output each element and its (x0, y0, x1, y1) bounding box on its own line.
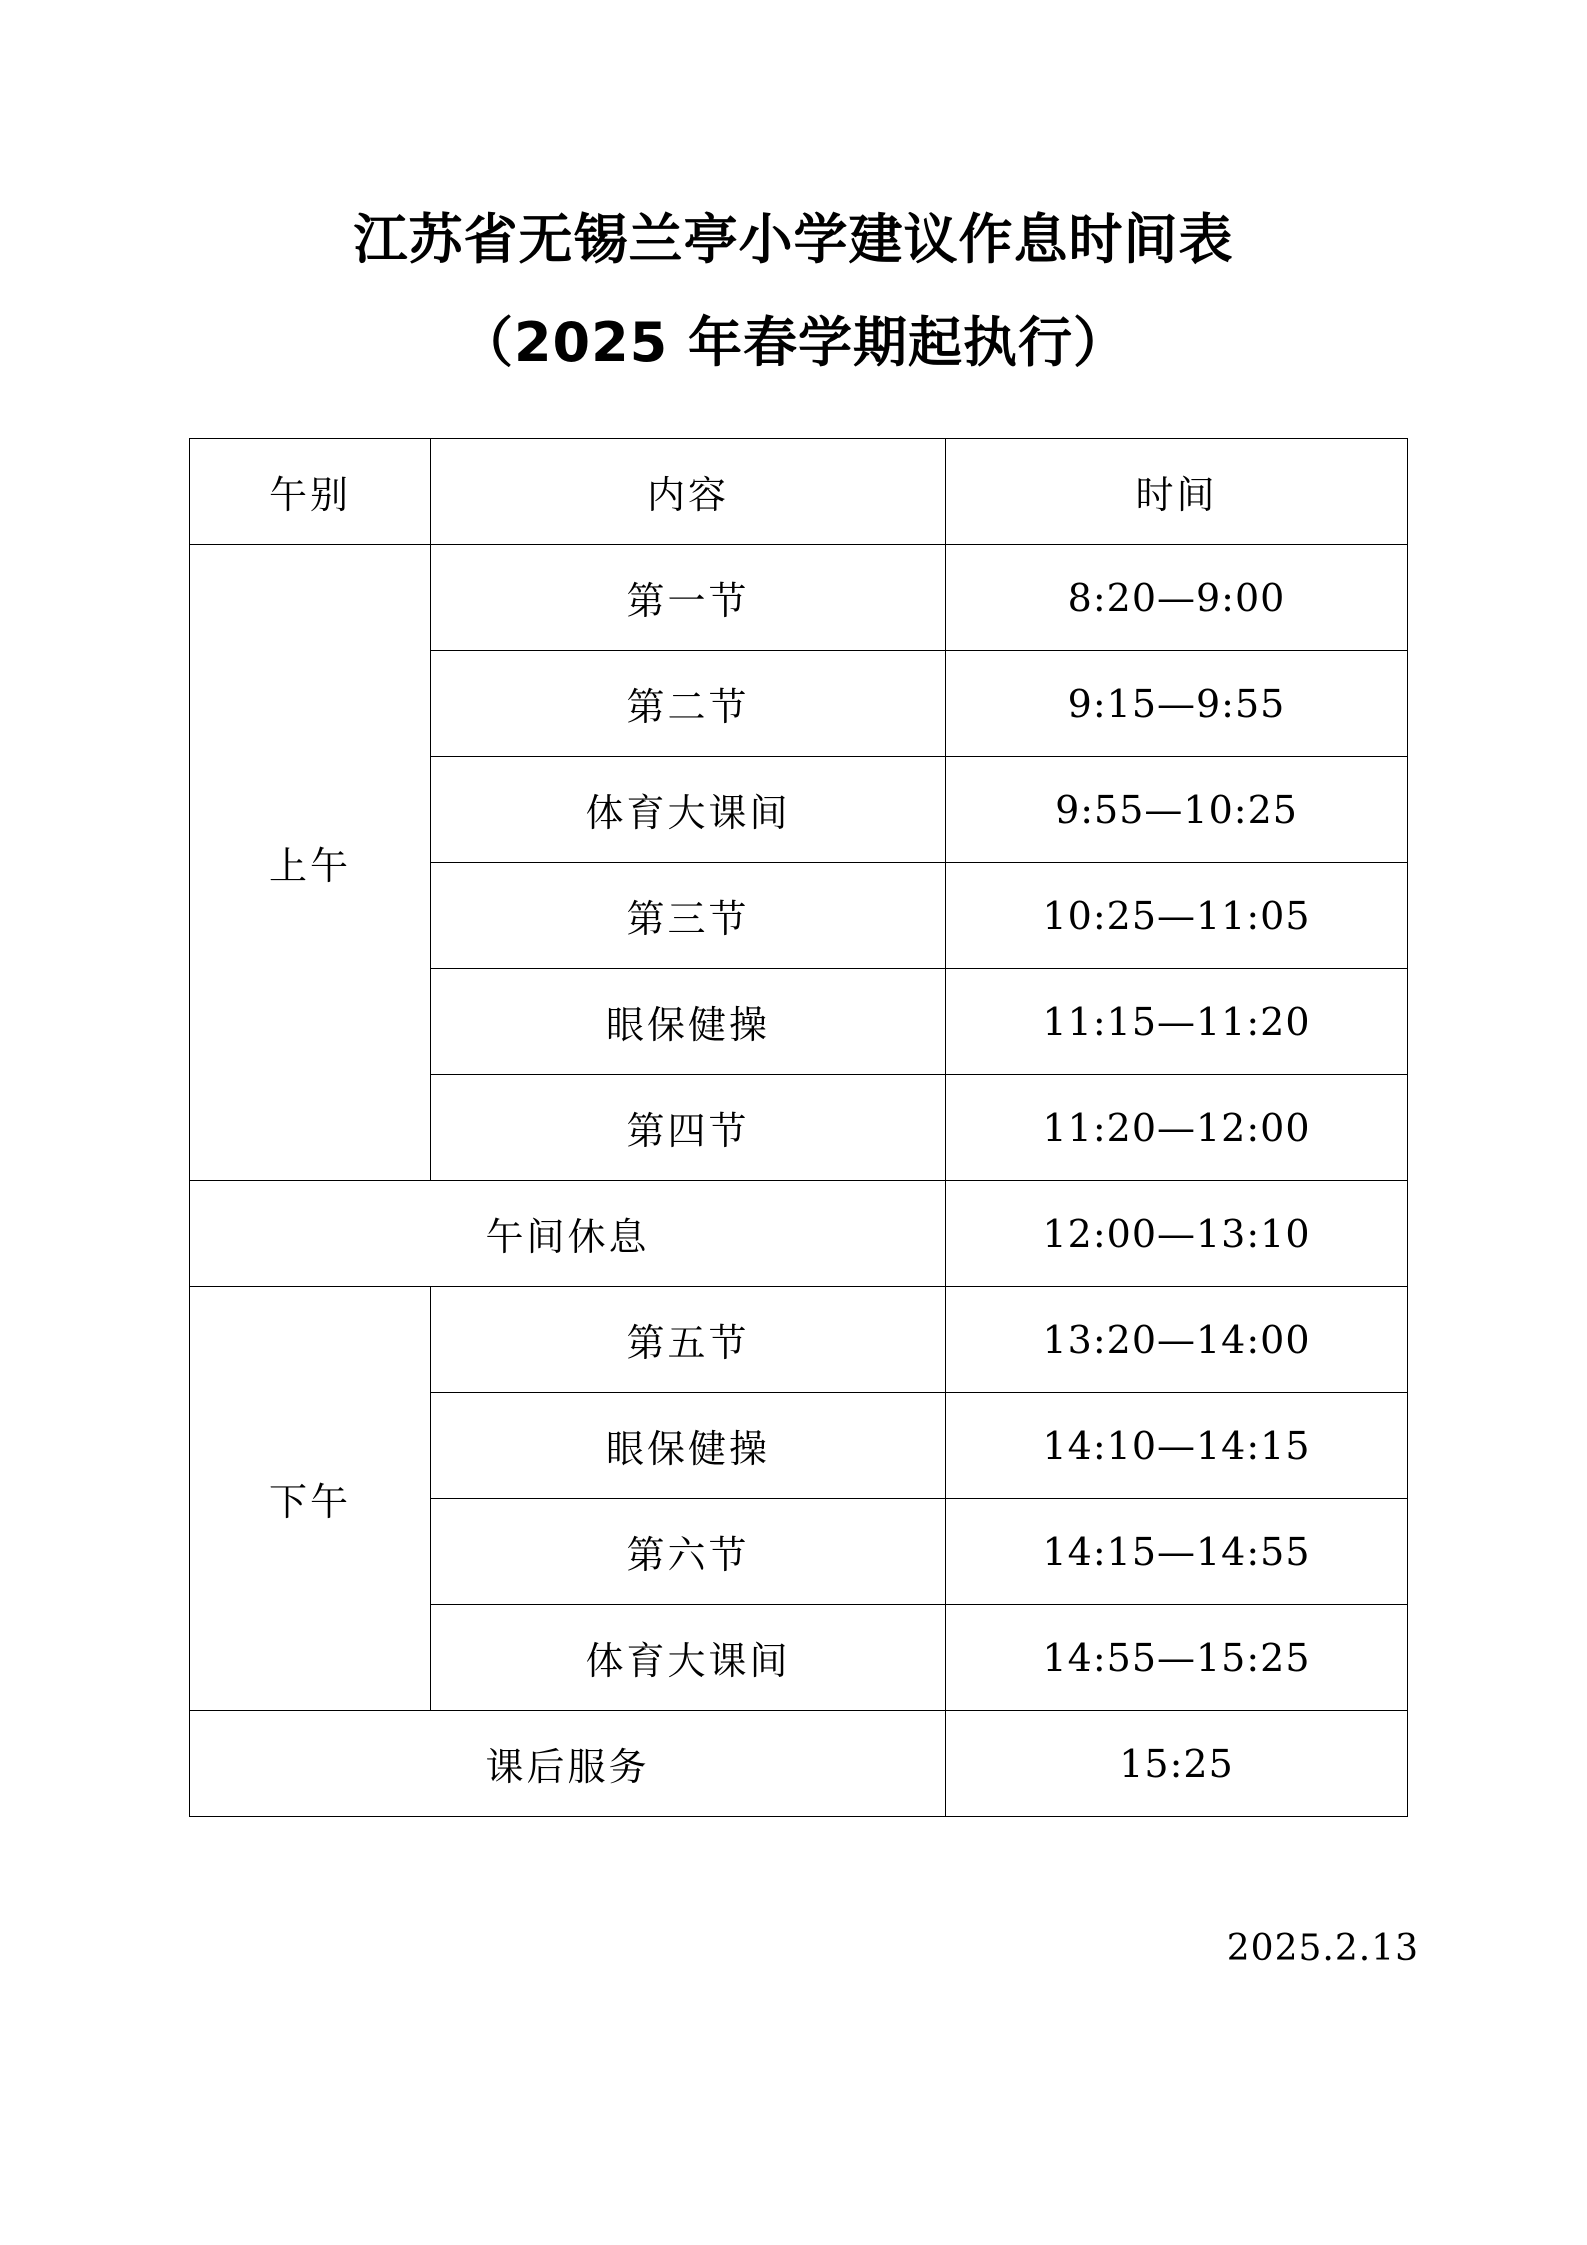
content-cell-noon-break: 午间休息 (190, 1181, 946, 1287)
time-cell: 11:20—12:00 (946, 1075, 1408, 1181)
content-cell: 第五节 (431, 1287, 946, 1393)
table-row (190, 545, 1408, 651)
document-title: 江苏省无锡兰亭小学建议作息时间表 (353, 208, 1234, 271)
document-subtitle: （2025 年春学期起执行） (458, 311, 1129, 374)
noon-row (190, 1181, 1408, 1287)
period-afternoon: 下午 (190, 1287, 431, 1711)
content-cell: 第四节 (431, 1075, 946, 1181)
table-row (190, 1287, 1408, 1393)
content-cell: 体育大课间 (431, 1605, 946, 1711)
time-cell: 10:25—11:05 (946, 863, 1408, 969)
time-cell: 15:25 (946, 1711, 1408, 1817)
time-cell: 9:55—10:25 (946, 757, 1408, 863)
content-cell-after-school: 课后服务 (190, 1711, 946, 1817)
content-cell: 眼保健操 (431, 1393, 946, 1499)
content-cell: 第一节 (431, 545, 946, 651)
after-school-row (190, 1711, 1408, 1817)
time-cell: 12:00—13:10 (946, 1181, 1408, 1287)
time-cell: 14:10—14:15 (946, 1393, 1408, 1499)
time-cell: 11:15—11:20 (946, 969, 1408, 1075)
header-content: 内容 (431, 439, 946, 545)
content-cell: 第三节 (431, 863, 946, 969)
header-row (190, 439, 1408, 545)
content-cell: 第六节 (431, 1499, 946, 1605)
content-cell: 体育大课间 (431, 757, 946, 863)
time-cell: 13:20—14:00 (946, 1287, 1408, 1393)
document-date: 2025.2.13 (1226, 1928, 1419, 1969)
content-cell: 眼保健操 (431, 969, 946, 1075)
content-cell: 第二节 (431, 651, 946, 757)
time-cell: 14:55—15:25 (946, 1605, 1408, 1711)
header-time: 时间 (946, 439, 1408, 545)
time-cell: 14:15—14:55 (946, 1499, 1408, 1605)
time-cell: 9:15—9:55 (946, 651, 1408, 757)
time-cell: 8:20—9:00 (946, 545, 1408, 651)
schedule-table (189, 438, 1408, 1817)
header-period: 午别 (190, 439, 431, 545)
period-morning: 上午 (190, 545, 431, 1181)
